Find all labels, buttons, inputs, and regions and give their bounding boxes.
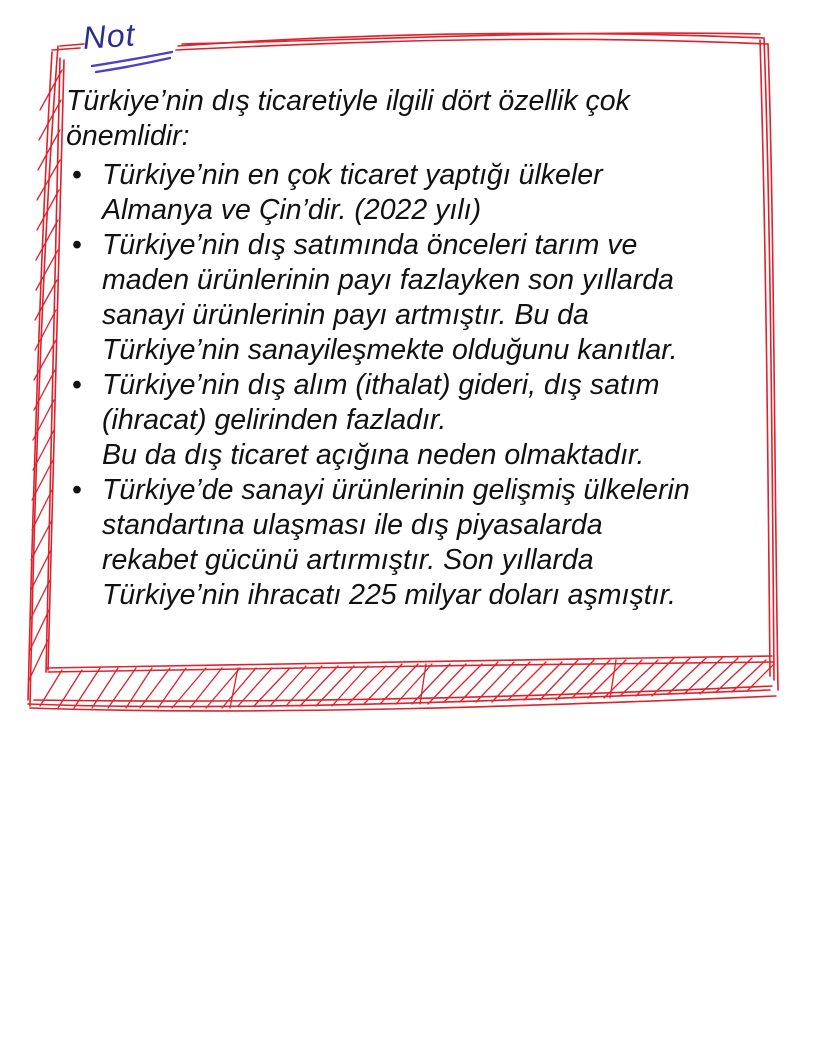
list-item — [66, 473, 766, 613]
list-item-line: Türkiye’de sanayi ürünlerinin gelişmiş ülkelerin — [102, 474, 690, 506]
list-item-line: Türkiye’nin dış satımında önceleri tarım ve — [102, 229, 638, 261]
list-item — [66, 158, 766, 228]
intro-line: Türkiye’nin dış ticaretiyle ilgili dört özellik çok — [66, 85, 630, 117]
note-title: Not — [81, 16, 137, 57]
list-item-line: Türkiye’nin dış alım (ithalat) gideri, dış satım — [102, 369, 660, 401]
list-item-line: Türkiye’nin ihracatı 225 milyar doları aşmıştır. — [102, 579, 676, 611]
list-item-line: maden ürünlerinin payı fazlayken son yıllarda — [102, 264, 674, 296]
bullet-marker: • — [72, 474, 82, 506]
list-item-line: sanayi ürünlerinin payı artmıştır. Bu da — [102, 299, 589, 331]
bullet-marker: • — [72, 229, 82, 261]
list-item-line: Türkiye’nin sanayileşmekte olduğunu kanıtlar. — [102, 334, 678, 366]
list-item-line: Bu da dış ticaret açığına neden olmaktadır. — [102, 439, 645, 471]
list-item — [66, 228, 766, 368]
note-bullet-list — [66, 158, 766, 613]
list-item-line: Türkiye’nin en çok ticaret yaptığı ülkeler — [102, 159, 603, 191]
list-item-line: Almanya ve Çin’dir. (2022 yılı) — [102, 194, 482, 226]
list-item-line: (ihracat) gelirinden fazladır. — [102, 404, 447, 436]
list-item — [66, 368, 766, 473]
note-body — [66, 84, 766, 613]
list-item-line: standartına ulaşması ile dış piyasalarda — [102, 509, 603, 541]
list-item-line: rekabet gücünü artırmıştır. Son yıllarda — [102, 544, 594, 576]
bullet-marker: • — [72, 369, 82, 401]
bullet-marker: • — [72, 159, 82, 191]
note-intro — [66, 84, 766, 154]
intro-line: önemlidir: — [66, 120, 190, 152]
